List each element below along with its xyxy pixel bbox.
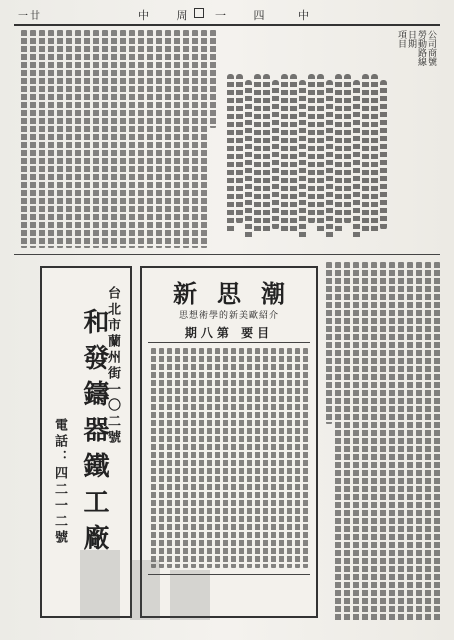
table-cell-column xyxy=(353,80,360,240)
text-column xyxy=(279,348,284,568)
text-column xyxy=(239,348,244,568)
text-column xyxy=(287,348,292,568)
text-column xyxy=(165,30,171,248)
text-column xyxy=(263,348,268,568)
ad-foundry-phone: 電話：四二一二號 xyxy=(52,418,67,546)
text-column xyxy=(151,348,156,568)
text-column xyxy=(39,30,45,248)
text-column xyxy=(147,30,153,248)
text-column xyxy=(371,262,377,622)
text-column xyxy=(407,262,413,622)
ad-thought-rule xyxy=(148,342,310,343)
text-column xyxy=(353,262,359,622)
table-cell-column xyxy=(272,80,279,230)
text-column xyxy=(138,30,144,248)
text-column xyxy=(21,30,27,248)
text-column xyxy=(183,348,188,568)
table-cell-column xyxy=(254,74,261,234)
text-column xyxy=(326,262,332,424)
mid-rule xyxy=(14,254,440,255)
table-cell-column xyxy=(308,74,315,224)
text-column xyxy=(255,348,260,568)
text-column xyxy=(303,348,308,568)
library-watermark-icon xyxy=(70,540,220,630)
text-column xyxy=(57,30,63,248)
text-column xyxy=(247,348,252,568)
table-row-label: 日期 xyxy=(406,30,416,48)
text-column xyxy=(191,348,196,568)
text-column xyxy=(93,30,99,248)
text-column xyxy=(120,30,126,248)
table-cell-column xyxy=(326,80,333,240)
header-box-icon xyxy=(194,8,204,18)
text-column xyxy=(30,30,36,248)
ad-foundry-address: 台北市蘭州街一〇二號 xyxy=(105,286,120,446)
text-column xyxy=(295,348,300,568)
article-top-left xyxy=(18,30,216,248)
text-column xyxy=(210,30,216,128)
table-cell-column xyxy=(299,80,306,240)
text-column xyxy=(231,348,236,568)
text-column xyxy=(159,348,164,568)
text-column xyxy=(174,30,180,248)
table-cell-column xyxy=(362,74,369,234)
table-cell-column xyxy=(236,74,243,224)
text-column xyxy=(362,262,368,622)
page-publication-label: 中 xyxy=(298,9,319,22)
ad-thought-title: 新思潮 xyxy=(173,279,305,308)
text-column xyxy=(434,262,440,622)
text-column xyxy=(175,348,180,568)
table-cell-column xyxy=(290,74,297,234)
table-cell-column xyxy=(227,74,234,234)
text-column xyxy=(201,30,207,248)
table-cell-column xyxy=(371,74,378,234)
page-number: 一廿 xyxy=(18,11,42,22)
text-column xyxy=(215,348,220,568)
article-bottom-right xyxy=(324,262,440,622)
table-cell-column xyxy=(245,80,252,240)
page-issue-label: 中 周 一 四 xyxy=(138,9,277,22)
table-cell-column xyxy=(263,74,270,234)
text-column xyxy=(167,348,172,568)
text-column xyxy=(102,30,108,248)
page-header xyxy=(18,6,438,22)
text-column xyxy=(129,30,135,248)
text-column xyxy=(183,30,189,248)
text-column xyxy=(84,30,90,248)
table-row-label: 項目 xyxy=(396,30,406,48)
text-column xyxy=(344,262,350,622)
text-column xyxy=(192,30,198,248)
table-cell-column xyxy=(335,74,342,234)
text-column xyxy=(416,262,422,622)
table-cell-column xyxy=(380,80,387,230)
table-cell-column xyxy=(317,74,324,234)
text-column xyxy=(223,348,228,568)
text-column xyxy=(425,262,431,622)
text-column xyxy=(389,262,395,622)
text-column xyxy=(48,30,54,248)
text-column xyxy=(156,30,162,248)
ad-thought-contents xyxy=(150,348,308,568)
text-column xyxy=(335,262,341,622)
table-cell-column xyxy=(344,74,351,224)
table-row-label: 勞動路線 xyxy=(416,30,426,66)
top-rule xyxy=(14,24,440,26)
text-column xyxy=(398,262,404,622)
ad-thought-subtitle: 思想術學的新美歐紹介 xyxy=(178,311,279,321)
table-cell-column xyxy=(281,74,288,234)
ad-thought-issue: 期八第 要目 xyxy=(184,326,274,340)
text-column xyxy=(207,348,212,568)
table-row-label: 公司商號 xyxy=(426,30,436,66)
text-column xyxy=(111,30,117,248)
text-column xyxy=(380,262,386,622)
ad-foundry-name: 和發鑄器鐵工廠 xyxy=(79,308,109,560)
notice-table xyxy=(220,30,438,248)
text-column xyxy=(75,30,81,248)
text-column xyxy=(271,348,276,568)
text-column xyxy=(199,348,204,568)
text-column xyxy=(66,30,72,248)
